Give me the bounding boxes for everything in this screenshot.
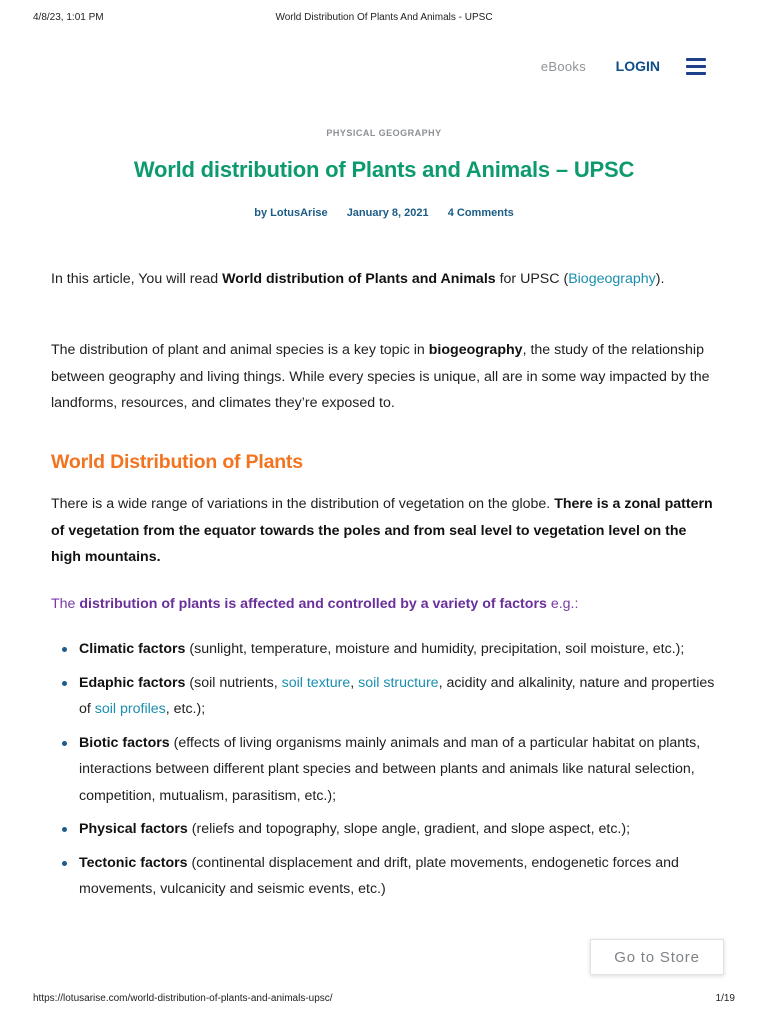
factors-intro-paragraph xyxy=(51,591,719,618)
intro-text: In this article, You will read xyxy=(51,271,223,287)
list-item xyxy=(51,636,719,663)
article-comments-link[interactable]: 4 Comments xyxy=(447,207,514,219)
para2-text: The distribution of plant and animal species is a key topic in xyxy=(51,342,429,358)
article-date-link[interactable]: January 8, 2021 xyxy=(346,207,429,219)
intro-paragraph xyxy=(51,266,719,293)
factor-name: Edaphic factors xyxy=(79,674,186,691)
factor-name: Climatic factors xyxy=(79,641,186,657)
intro-text-2: for UPSC ( xyxy=(495,271,569,287)
print-page-title: World Distribution Of Plants And Animals - UPSC xyxy=(275,12,493,23)
article-author-link[interactable]: by LotusArise xyxy=(254,207,328,219)
factor-text: , etc.); xyxy=(165,701,206,717)
bullet-icon xyxy=(62,827,67,832)
nav-login-link[interactable]: LOGIN xyxy=(615,58,660,74)
soil-structure-link[interactable]: soil structure xyxy=(358,674,439,691)
factor-text: (continental displacement and drift, plate movements, endogenetic forces and movements, vulcanicity and seismic events, etc.) xyxy=(79,854,679,897)
soil-profiles-link[interactable]: soil profiles xyxy=(94,701,166,717)
soil-texture-link[interactable]: soil texture xyxy=(281,674,351,691)
factor-text: (reliefs and topography, slope angle, gradient, and slope aspect, etc.); xyxy=(187,821,631,837)
biogeography-paragraph xyxy=(51,337,719,417)
print-url: https://lotusarise.com/world-distribution-of-plants-and-animals-upsc/ xyxy=(33,993,333,1004)
factor-text: , xyxy=(350,674,359,691)
factor-text: (effects of living organisms mainly animals and man of a particular habitat on plants, interactions between different plant species and between plants and animals like natural selection, competition, mutualism, parasitism, etc.); xyxy=(79,734,701,804)
print-page-number: 1/19 xyxy=(715,993,735,1004)
go-to-store-button[interactable]: Go to Store xyxy=(590,939,724,975)
bullet-icon xyxy=(62,681,67,686)
intro-bold-text: World distribution of Plants and Animals xyxy=(222,271,496,287)
factor-name: Biotic factors xyxy=(79,734,170,751)
para3-bold-text: There is a zonal pattern of vegetation from the equator towards the poles and from seal level to vegetation level on the high mountains. xyxy=(51,496,713,565)
factor-text: (sunlight, temperature, moisture and humidity, precipitation, soil moisture, etc.); xyxy=(185,641,685,657)
factors-list xyxy=(51,636,719,910)
list-item xyxy=(51,850,719,903)
para2-bold-text: biogeography xyxy=(428,342,523,358)
biogeography-link[interactable]: Biogeography xyxy=(568,271,656,287)
list-item xyxy=(51,816,719,843)
bullet-icon xyxy=(62,647,67,652)
factor-text: , acidity and alkalinity, nature and properties of xyxy=(79,674,715,717)
section-heading-plants: World Distribution of Plants xyxy=(51,451,303,473)
factor-name: Tectonic factors xyxy=(79,854,188,871)
list-item xyxy=(51,670,719,723)
vegetation-paragraph xyxy=(51,491,719,571)
hamburger-menu-icon[interactable] xyxy=(686,58,706,75)
bullet-icon xyxy=(62,861,67,866)
print-header xyxy=(0,0,768,30)
para3-text: There is a wide range of variations in the distribution of vegetation on the globe. xyxy=(51,496,555,512)
para4-pre: The xyxy=(51,596,80,612)
article-meta xyxy=(0,207,768,219)
bullet-icon xyxy=(62,741,67,746)
para2-text-2: , the study of the relationship between geography and living things. While every species is unique, all are in some way impacted by the landforms, resources, and climates they’re exposed to. xyxy=(51,342,710,411)
article-category[interactable]: PHYSICAL GEOGRAPHY xyxy=(326,128,442,138)
article-title: World distribution of Plants and Animals – UPSC xyxy=(133,157,635,182)
factor-text: (soil nutrients, xyxy=(185,674,282,691)
print-date: 4/8/23, 1:01 PM xyxy=(33,12,104,23)
list-item xyxy=(51,730,719,810)
factor-name: Physical factors xyxy=(79,821,188,837)
para4-bold-text: distribution of plants is affected and controlled by a variety of factors xyxy=(79,596,547,612)
intro-text-3: ). xyxy=(655,271,665,287)
para4-post: e.g.: xyxy=(546,596,579,612)
nav-ebooks-link[interactable]: eBooks xyxy=(540,59,586,74)
